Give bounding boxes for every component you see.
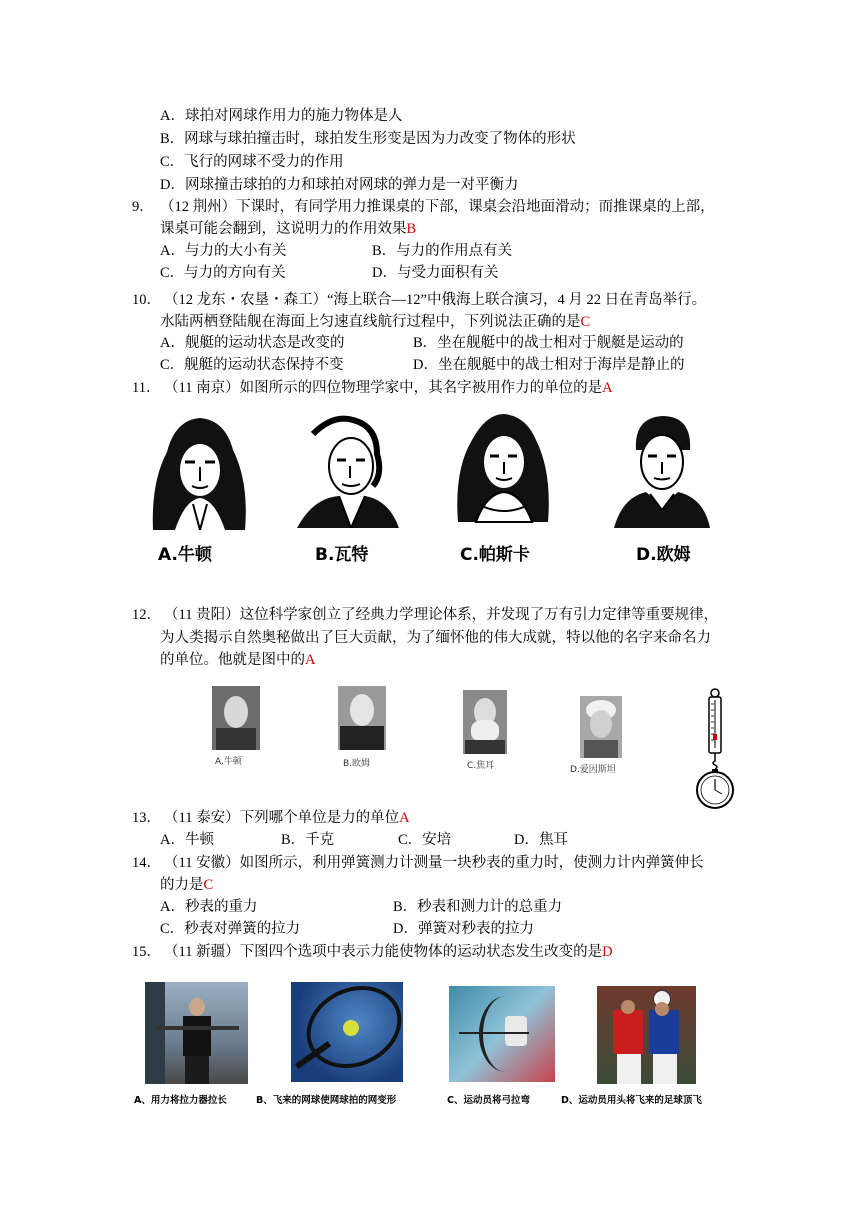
q10-option-a: A．舰艇的运动状态是改变的	[160, 335, 345, 351]
q8-option-a: A．球拍对网球作用力的施力物体是人	[160, 108, 403, 124]
archer-photo-image	[449, 986, 555, 1082]
q11-stem-line1: （11 南京）如图所示的四位物理学家中，其名字被用作力的单位的是A	[164, 380, 613, 396]
q12-answer: A	[305, 652, 316, 668]
q14-option-b: B．秒表和测力计的总重力	[393, 899, 563, 915]
chest-expander-photo-image	[145, 982, 248, 1084]
q15-stem-line1: （11 新疆）下图四个选项中表示力能使物体的运动状态发生改变的是D	[164, 944, 613, 960]
einstein-photo-image	[580, 696, 622, 758]
q13-answer: A	[399, 810, 410, 826]
q12-stem-line2: 为人类揭示自然奥秘做出了巨大贡献，为了缅怀他的伟大成就，特以他的名字来命名力	[160, 630, 711, 646]
q9-option-d: D．与受力面积有关	[372, 265, 499, 281]
q8-option-b: B．网球与球拍撞击时，球拍发生形变是因为力改变了物体的形状	[160, 131, 576, 147]
q8-option-c: C．飞行的网球不受力的作用	[160, 154, 344, 170]
tennis-racket-photo-image	[291, 982, 403, 1082]
q11-number: 11．	[132, 380, 161, 396]
q10-number: 10．	[132, 292, 161, 308]
q13-number: 13．	[132, 810, 161, 826]
q10-option-b: B．坐在舰艇中的战士相对于舰艇是运动的	[413, 335, 684, 351]
q13-option-a: A．牛顿	[160, 832, 214, 848]
spring-scale-stopwatch-image	[690, 688, 740, 812]
q9-option-c: C．与力的方向有关	[160, 265, 286, 281]
q12-caption-d: D.爱因斯坦	[570, 765, 616, 775]
q10-stem-line1: （12 龙东・农垦・森工）“海上联合—12”中俄海上联合演习，4 月 22 日在青岛举行。	[164, 292, 707, 308]
q12-caption-c: C.焦耳	[467, 761, 495, 771]
q11-answer: A	[602, 380, 613, 396]
q12-number: 12．	[132, 607, 161, 623]
q15-caption-c: C、运动员将弓拉弯	[447, 1095, 530, 1106]
q9-option-b: B．与力的作用点有关	[372, 243, 513, 259]
q8-option-d: D．网球撞击球拍的力和球拍对网球的弹力是一对平衡力	[160, 177, 519, 193]
q15-caption-a: A、用力将拉力器拉长	[134, 1095, 227, 1106]
q9-number: 9．	[132, 199, 154, 215]
q14-option-c: C．秒表对弹簧的拉力	[160, 921, 301, 937]
q10-option-c: C．舰艇的运动状态保持不变	[160, 357, 344, 373]
q15-number: 15．	[132, 944, 161, 960]
ohm-portrait-image	[612, 410, 712, 528]
joule-photo-image	[463, 690, 507, 754]
q11-caption-b: B.瓦特	[315, 545, 369, 565]
q9-stem-line1: （12 荆州）下课时，有同学用力推课桌的下部，课桌会沿地面滑动；而推课桌的上部，	[160, 199, 715, 215]
q10-stem-line2: 水陆两栖登陆舰在海面上匀速直线航行过程中，下列说法正确的是C	[160, 314, 591, 330]
ohm-photo-image	[338, 686, 386, 750]
q12-stem-line1: （11 贵阳）这位科学家创立了经典力学理论体系，并发现了万有引力定律等重要规律，	[164, 607, 719, 623]
newton-portrait-image	[145, 412, 253, 530]
q11-caption-c: C.帕斯卡	[460, 545, 530, 565]
q12-caption-a: A.牛顿	[215, 757, 242, 767]
q11-caption-a: A.牛顿	[158, 545, 212, 565]
q13-option-c: C．安培	[398, 832, 452, 848]
q9-option-a: A．与力的大小有关	[160, 243, 287, 259]
pascal-portrait-image	[452, 410, 554, 525]
q10-answer: C	[580, 314, 591, 330]
football-header-photo-image	[597, 986, 696, 1084]
q13-stem-line1: （11 泰安）下列哪个单位是力的单位A	[164, 810, 410, 826]
newton-photo-image	[212, 686, 260, 750]
q9-answer: B	[406, 221, 417, 237]
q13-option-b: B．千克	[281, 832, 335, 848]
q10-option-d: D．坐在舰艇中的战士相对于海岸是静止的	[413, 357, 685, 373]
q14-number: 14．	[132, 855, 161, 871]
q15-caption-b: B、飞来的网球使网球拍的网变形	[256, 1095, 397, 1106]
q13-option-d: D．焦耳	[514, 832, 568, 848]
q11-caption-d: D.欧姆	[636, 545, 691, 565]
q12-caption-b: B.欧姆	[343, 759, 371, 769]
watt-portrait-image	[293, 414, 403, 528]
q14-answer: C	[203, 877, 214, 893]
q14-option-d: D．弹簧对秒表的拉力	[393, 921, 534, 937]
q12-stem-line3: 的单位。他就是图中的A	[160, 652, 316, 668]
q9-stem-line2: 课桌可能会翻到，这说明力的作用效果B	[160, 221, 417, 237]
q15-caption-d: D、运动员用头将飞来的足球顶飞	[561, 1095, 702, 1106]
q14-stem-line1: （11 安徽）如图所示，利用弹簧测力计测量一块秒表的重力时，使测力计内弹簧伸长	[164, 855, 704, 871]
q15-answer: D	[602, 944, 613, 960]
q14-option-a: A．秒表的重力	[160, 899, 258, 915]
q14-stem-line2: 的力是C	[160, 877, 214, 893]
